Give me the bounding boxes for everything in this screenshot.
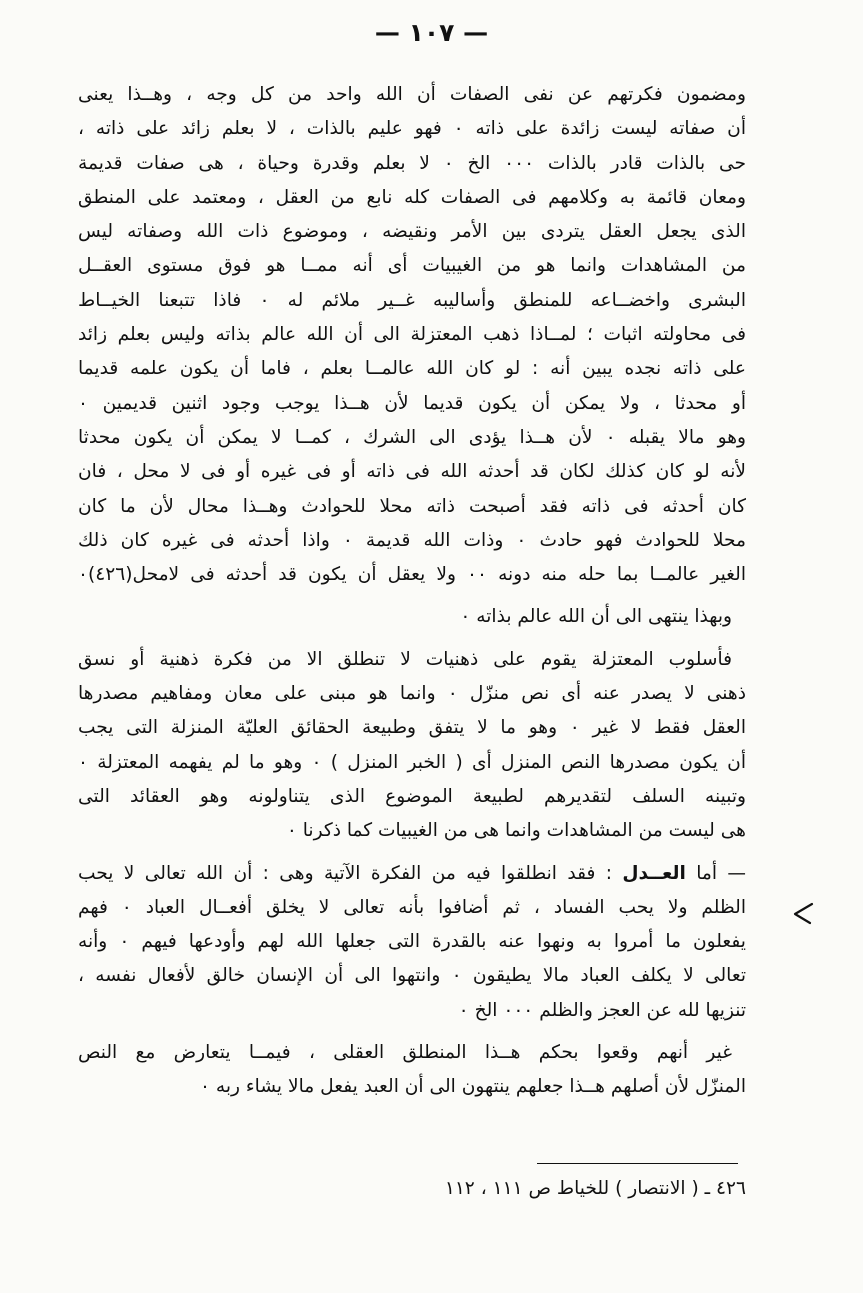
paragraph-4 — [78, 857, 746, 1028]
paragraph-gap — [78, 635, 746, 643]
text-line: ومضمون فكرتهم عن نفى الصفات أن الله واحد من كل وجه ، وهــذا يعنى — [78, 84, 746, 105]
paragraph-gap — [78, 1028, 746, 1036]
text-line: غير أنهم وقعوا بحكم هــذا المنطلق العقلى ، فيمــا يتعارض مع النص — [78, 1042, 732, 1064]
text-line: الغير عالمــا بما حله منه دونه ٠٠ ولا يعقل أن يكون قد أحدثه فى لامحل(٤٢٦)٠ — [78, 564, 746, 586]
section-term: العــدل — [622, 862, 686, 884]
paragraph-5 — [78, 1036, 746, 1105]
text-line: أن يكون مصدرها النص المنزل أى ( الخبر المنزل ) ٠ وهو ما لم يفهمه المعتزلة ٠ — [78, 751, 746, 773]
text-line: أن صفاته ليست زائدة على ذاته ٠ فهو عليم بالذات ، لا بعلم زائد على ذاته ، — [78, 118, 746, 140]
text-line: فأسلوب المعتزلة يقوم على ذهنيات لا تنطلق الا من فكرة ذهنية أو نسق — [78, 648, 732, 670]
text-line: الذى يجعل العقل يتردى بين الأمر ونقيضه ، وموضوع ذات الله وصفاته ليس — [78, 221, 746, 243]
text-line: من المشاهدات وانما هو من الغيبيات أى أنه ممــا هو فوق مستوى العقــل — [78, 255, 746, 277]
text-line: وتبينه السلف لتقديرهم لطبيعة الموضوع الذى يتناولونه وهو العقائد التى — [78, 785, 746, 807]
paragraph-gap — [78, 849, 746, 857]
paragraph-2 — [78, 600, 746, 634]
text-line: الظلم ولا يحب الفساد ، ثم أضافوا بأنه تعالى لا يخلق أفعــال العباد ٠ فهم — [78, 896, 746, 918]
footnote: ٤٢٦ ـ ( الانتصار ) للخياط ص ١١١ ، ١١٢ — [444, 1178, 746, 1199]
text-line: وهو مالا يقبله ٠ لأن هــذا يؤدى الى الشرك ، كمــا لا يمكن أن يكون محدثا — [78, 426, 746, 448]
text-line: البشرى واخضــاعه للمنطق وأساليبه غــير ملائم له ٠ فاذا تتبعنا الخيــاط — [78, 289, 746, 311]
text-line: ذهنى لا يصدر عنه أى نص منزّل ٠ وانما هو مبنى على معان ومفاهيم مصدرها — [78, 683, 746, 705]
text-line: العقل فقط لا غير ٠ وهو ما لا يتفق وطبيعة الحقائق العليّة المنزلة التى يجب — [78, 717, 746, 739]
body-text — [78, 78, 746, 1105]
dash-lead: — أما — [696, 862, 746, 884]
page-number: — ١٠٧ — — [374, 18, 489, 47]
text-line: أو محدثا ، ولا يمكن أن يكون قديما لأن هــذا يوجب وجود اثنين قديمين ٠ — [78, 392, 746, 414]
footnote-separator — [537, 1163, 738, 1164]
text-line: ومعان قائمة به وكلامهم فى الصفات كله نابع من العقل ، ومعتمد على المنطق — [78, 186, 746, 208]
margin-mark-icon — [790, 900, 816, 926]
text-line: تنزيها لله عن العجز والظلم ٠٠٠ الخ ٠ — [458, 999, 746, 1021]
text-line: يفعلون ما أمروا به ونهوا عنه بالقدرة التى جعلها الله لهم وأودعها فيهم ٠ وأنه — [78, 931, 746, 953]
text-line: تعالى لا يكلف العباد مالا يطيقون ٠ وانتهوا الى أن الإنسان خالق لأفعال نفسه ، — [78, 965, 746, 987]
text-line: لأنه لو كان كذلك لكان قد أحدثه الله فى ذاته أو فى غيره أو فى لا محل ، فان — [78, 461, 746, 483]
text-line: حى بالذات قادر بالذات ٠٠٠ الخ ٠ لا بعلم وقدرة وحياة ، هى صفات قديمة — [78, 152, 746, 174]
text-line: هى ليست من المشاهدات وانما هى من الغيبيات كما ذكرنا ٠ — [286, 820, 746, 842]
text-line — [78, 857, 746, 891]
paragraph-1 — [78, 78, 746, 592]
first-line-rest: : فقد انطلقوا فيه من الفكرة الآتية وهى : أن الله تعالى لا يحب — [78, 862, 613, 884]
text-line: فى محاولته اثبات ؛ لمــاذا ذهب المعتزلة الى أن الله عالم بذاته وليس بعلم زائد — [78, 324, 746, 346]
text-line: المنزّل لأن أصلهم هــذا جعلهم ينتهون الى أن العبد يفعل مالا يشاء ربه ٠ — [199, 1076, 746, 1098]
text-line: محلا للحوادث فهو حادث ٠ وذات الله قديمة ٠ واذا أحدثه فى غيره كان ذلك — [78, 529, 746, 551]
paragraph-3 — [78, 643, 746, 849]
paragraph-gap — [78, 592, 746, 600]
text-line: على ذاته نجده يبين أنه : لو كان الله عالمــا بعلم ، فاما أن يكون علمه قديما — [78, 358, 746, 380]
text-line: وبهذا ينتهى الى أن الله عالم بذاته ٠ — [460, 606, 732, 628]
text-line: كان أحدثه فى ذاته فقد أصبحت ذاته محلا للحوادث وهــذا محال لأن ما كان — [78, 495, 746, 517]
